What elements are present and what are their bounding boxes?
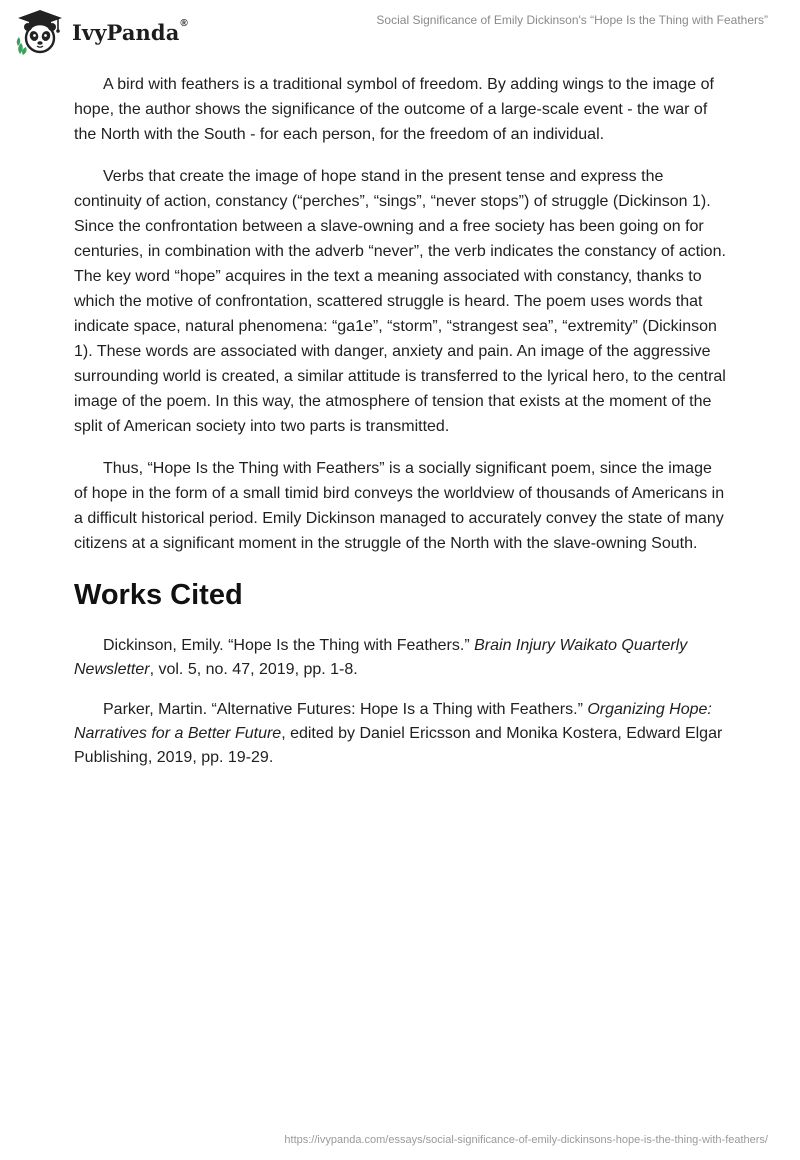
body-paragraph: Thus, “Hope Is the Thing with Feathers” is a socially significant poem, since the image of hope in the form of a small timid bird conveys the worldview of thousands of Americans in a difficult historical period. Emily Dickinson managed to accurately convey the state of many citizens at a significant moment in the struggle of the North with the slave-owning South. xyxy=(74,460,725,552)
citation-entry xyxy=(74,634,728,682)
ivypanda-logo[interactable] xyxy=(14,8,188,56)
citation-source-title: Organizing Hope: Narratives for a Better Future xyxy=(74,701,712,742)
source-url-link[interactable]: https://ivypanda.com/essays/social-significance-of-emily-dickinsons-hope-is-the-thing-with-feathers/ xyxy=(284,1134,768,1146)
running-title: Social Significance of Emily Dickinson's “Hope Is the Thing with Feathers” xyxy=(376,13,768,27)
body-paragraph: A bird with feathers is a traditional symbol of freedom. By adding wings to the image of hope, the author shows the significance of the outcome of a large-scale event - the war of the North with the South - for each person, for the freedom of an individual. xyxy=(74,76,714,143)
page-header xyxy=(0,0,800,60)
logo-wordmark: IvyPanda® xyxy=(72,17,188,45)
citation-details: , edited by Daniel Ericsson and Monika Kostera, Edward Elgar Publishing, 2019, pp. 19-29. xyxy=(74,725,723,766)
citation-details: , vol. 5, no. 47, 2019, pp. 1-8. xyxy=(149,661,358,678)
essay-content xyxy=(74,72,728,786)
panda-graduate-icon xyxy=(14,8,66,56)
citation-entry xyxy=(74,698,728,770)
citation-text: Dickinson, Emily. “Hope Is the Thing with Feathers.” xyxy=(103,637,475,654)
body-paragraph: Verbs that create the image of hope stand in the present tense and express the continuity of action, constancy (“perches”, “sings”, “never stops”) of struggle (Dickinson 1). Since the confrontation between a slave-owning and a free society has been going on for centuries, in combination with the adverb “never”, the verb indicates the constancy of action. The key word “hope” acquires in the text a meaning associated with constancy, thanks to which the motive of confrontation, scattered struggle is heard. The poem uses words that indicate space, natural phenomena: “ga1e”, “storm”, “strangest sea”, “extremity” (Dickinson 1). These words are associated with danger, anxiety and pain. An image of the aggressive surrounding world is created, a similar attitude is transferred to the lyrical hero, to the central image of the poem. In this way, the atmosphere of tension that exists at the moment of the split of American society into two parts is transmitted. xyxy=(74,168,726,435)
citation-source-title: Brain Injury Waikato Quarterly Newsletter xyxy=(74,637,688,678)
works-cited-heading: Works Cited xyxy=(74,579,243,611)
citation-text: Parker, Martin. “Alternative Futures: Hope Is a Thing with Feathers.” xyxy=(103,701,588,718)
